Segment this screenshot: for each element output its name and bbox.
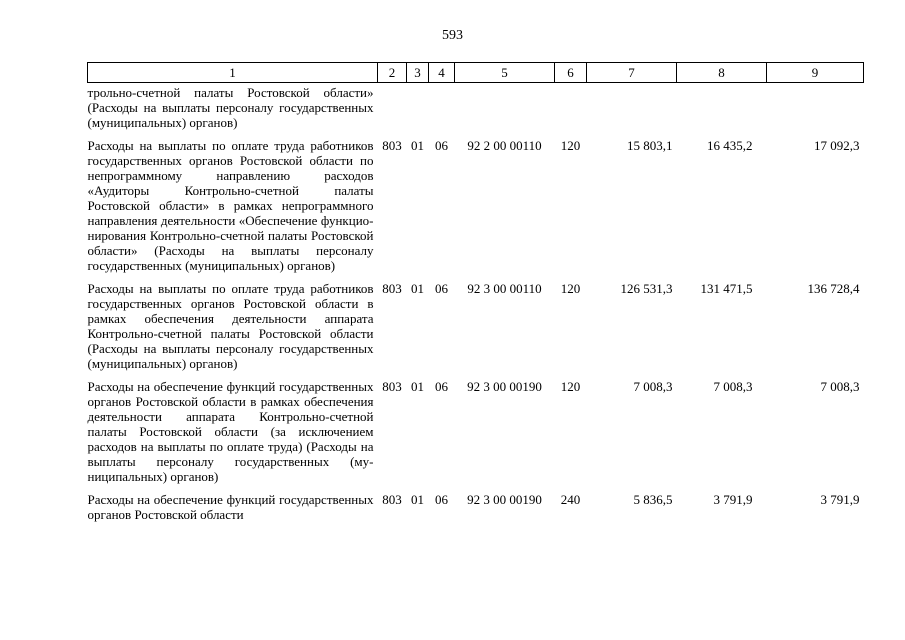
cell-subsection xyxy=(429,83,455,139)
cell-amount-year3 xyxy=(767,83,864,139)
cell-amount-year1: 15 803,1 xyxy=(627,138,673,153)
cell-amount-year3: 136 728,4 xyxy=(807,281,860,296)
table-row xyxy=(88,83,864,139)
row-description: трольно-счетной палаты Ростовской области» (Расходы на выплаты персоналу государственных (муниципальных) органов) xyxy=(87,85,374,130)
cell-amount-year2: 131 471,5 xyxy=(700,281,753,296)
cell-expense-type: 120 xyxy=(560,281,581,296)
table-header-row xyxy=(88,63,864,83)
cell-amount-year2: 7 008,3 xyxy=(713,379,753,394)
row-description: Расходы на обеспечение функций государственных органов Ростовской области xyxy=(87,492,374,522)
cell-target-article: 92 2 00 00110 xyxy=(467,138,542,153)
cell-ministry-code: 803 xyxy=(382,379,402,394)
cell-expense-type: 240 xyxy=(560,492,581,507)
table-row xyxy=(88,281,864,379)
cell-subsection: 06 xyxy=(435,379,448,394)
column-header: 1 xyxy=(88,63,378,83)
cell-amount-year2: 16 435,2 xyxy=(707,138,753,153)
cell-section: 01 xyxy=(411,281,424,296)
cell-section xyxy=(407,83,429,139)
cell-subsection: 06 xyxy=(435,492,448,507)
cell-target-article: 92 3 00 00190 xyxy=(467,492,542,507)
cell-amount-year2 xyxy=(677,83,767,139)
cell-target-article: 92 3 00 00190 xyxy=(467,379,542,394)
cell-ministry-code xyxy=(378,83,407,139)
column-header: 4 xyxy=(429,63,455,83)
cell-expense-type xyxy=(555,83,587,139)
cell-section: 01 xyxy=(411,492,424,507)
row-description: Расходы на выплаты по оплате труда работников государственных органов Ростовской области по непрограммному направлению расходов «Аудиторы Контрольно-счетной палаты Ростовской области» в рамках непрограммного направления деятельности «Обеспечение функционирования Контрольно-счетной палаты Ростовской области» (Расходы на выплаты персоналу государственных (муниципальных) органов) xyxy=(87,138,374,273)
cell-ministry-code: 803 xyxy=(382,492,402,507)
column-header: 2 xyxy=(378,63,407,83)
cell-amount-year1: 7 008,3 xyxy=(633,379,673,394)
page-number: 593 xyxy=(442,28,463,43)
column-header: 9 xyxy=(767,63,864,83)
cell-target-article: 92 3 00 00110 xyxy=(467,281,542,296)
row-description: Расходы на обеспечение функций государственных органов Ростовской области в рамках обеспечения деятельности аппарата Контрольно-счетной палаты Ростовской области (за исключением расходов на выплаты по оплате труда) (Расходы на выплаты персоналу государственных (муниципальных) органов) xyxy=(87,379,374,484)
table-row xyxy=(88,379,864,492)
cell-expense-type: 120 xyxy=(560,379,581,394)
cell-amount-year1: 126 531,3 xyxy=(620,281,673,296)
cell-section: 01 xyxy=(411,138,424,153)
cell-ministry-code: 803 xyxy=(382,138,402,153)
row-description: Расходы на выплаты по оплате труда работников государственных органов Ростовской области в рамках обеспечения деятельности аппарата Контрольно-счетной палаты Ростовской области (Расходы на выплаты персоналу государственных (муниципальных) органов) xyxy=(87,281,374,371)
cell-amount-year3: 7 008,3 xyxy=(820,379,860,394)
column-header: 7 xyxy=(587,63,677,83)
column-header: 8 xyxy=(677,63,767,83)
cell-amount-year3: 3 791,9 xyxy=(820,492,860,507)
cell-ministry-code: 803 xyxy=(382,281,402,296)
column-header: 5 xyxy=(455,63,555,83)
cell-target-article xyxy=(455,83,555,139)
table-row xyxy=(88,492,864,530)
column-header: 3 xyxy=(407,63,429,83)
budget-table xyxy=(87,62,864,530)
cell-section: 01 xyxy=(411,379,424,394)
table-row xyxy=(88,138,864,281)
cell-subsection: 06 xyxy=(435,281,448,296)
cell-expense-type: 120 xyxy=(560,138,581,153)
cell-amount-year3: 17 092,3 xyxy=(814,138,860,153)
cell-amount-year2: 3 791,9 xyxy=(713,492,753,507)
cell-amount-year1: 5 836,5 xyxy=(633,492,673,507)
cell-subsection: 06 xyxy=(435,138,448,153)
cell-amount-year1 xyxy=(587,83,677,139)
column-header: 6 xyxy=(555,63,587,83)
